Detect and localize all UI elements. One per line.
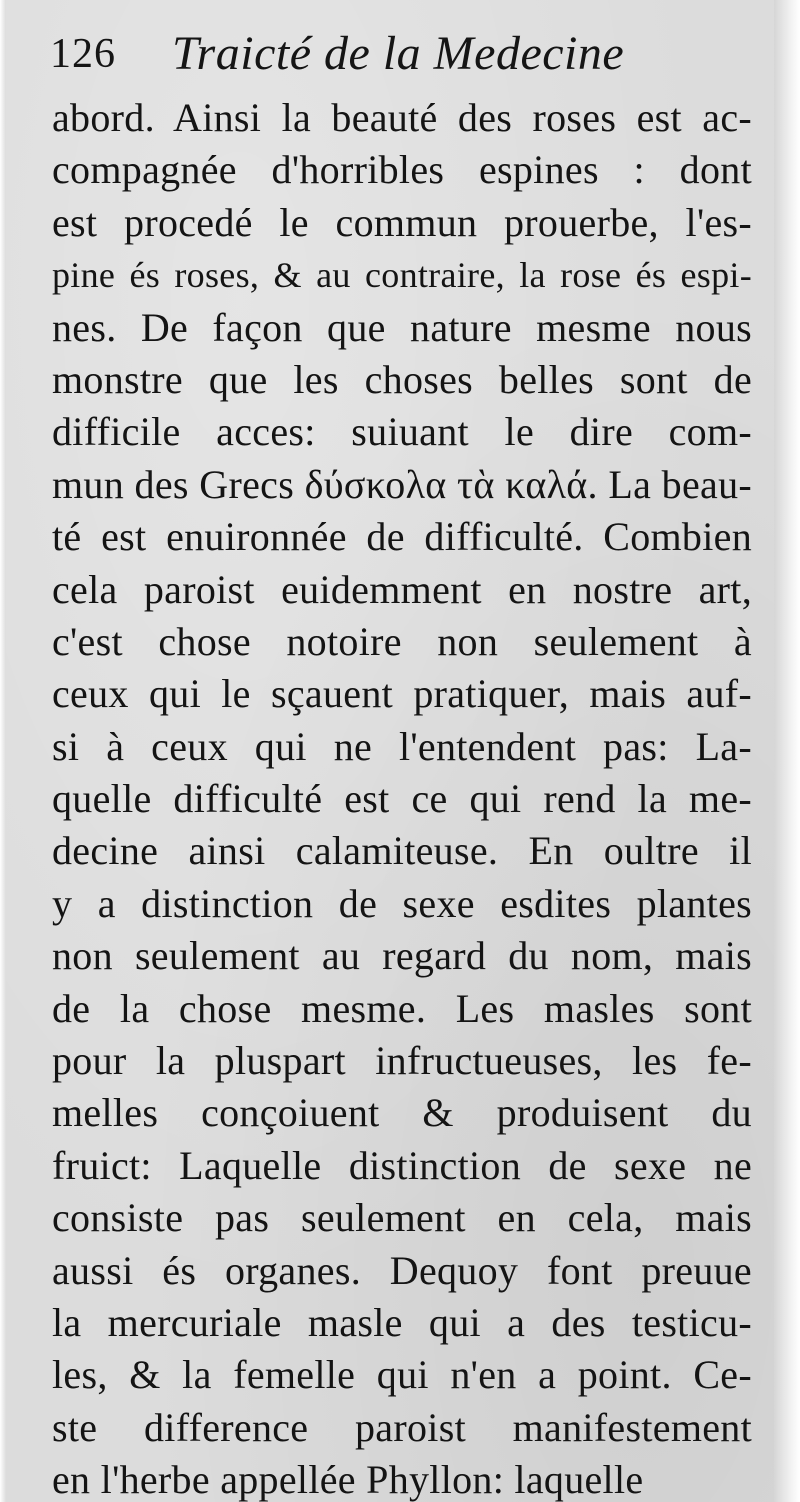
page-number: 126: [50, 31, 116, 77]
page-left-edge: [0, 0, 6, 1502]
text-line: en l'herbe appellée Phyllon: laquelle: [52, 1457, 644, 1502]
text-line: pour la pluspart infructueuses, les fe-: [52, 1038, 752, 1084]
text-line: quelle difficulté est ce qui rend la me-: [52, 776, 752, 822]
text-line: mun des Grecs δύσκολα τὰ καλά. La beau-: [52, 461, 752, 507]
body-text: [52, 92, 752, 1502]
text-line: la mercuriale masle qui a des testicu-: [52, 1299, 752, 1345]
page-header: [50, 22, 750, 90]
running-head: Traicté de la Medecine: [172, 27, 625, 80]
text-line: les, & la femelle qui n'en a point. Ce-: [52, 1352, 752, 1398]
text-line: difficile acces: suiuant le dire com-: [52, 409, 752, 455]
text-line: compagnée d'horribles espines : dont: [52, 147, 752, 193]
text-line: ste difference paroist manifestement: [52, 1404, 752, 1450]
text-line: té est enuironnée de difficulté. Combien: [52, 514, 752, 560]
text-line: nes. De façon que nature mesme nous: [52, 304, 752, 350]
text-line: monstre que les choses belles sont de: [52, 356, 752, 402]
text-line: fruict: Laquelle distinction de sexe ne: [52, 1142, 752, 1188]
text-line: pine és roses, & au contraire, la rose és espi-: [52, 255, 752, 296]
text-line: melles conçoiuent & produisent du: [52, 1090, 752, 1136]
text-line: c'est chose notoire non seulement à: [52, 618, 752, 664]
text-line: y a distinction de sexe esdites plantes: [52, 880, 752, 926]
text-line: non seulement au regard du nom, mais: [52, 933, 752, 979]
text-line: de la chose mesme. Les masles sont: [52, 985, 752, 1031]
text-line: cela paroist euidemment en nostre art,: [52, 566, 752, 612]
text-line: ceux qui le sçauent pratiquer, mais auf-: [52, 671, 752, 717]
text-line: abord. Ainsi la beauté des roses est ac-: [52, 95, 752, 140]
text-line: si à ceux qui ne l'entendent pas: La-: [52, 723, 752, 769]
text-line: est procedé le commun prouerbe, l'es-: [52, 199, 752, 245]
text-line: aussi és organes. Dequoy font preuue: [52, 1247, 752, 1293]
text-line: consiste pas seulement en cela, mais: [52, 1195, 752, 1241]
page-right-edge: [774, 0, 800, 1502]
text-line: decine ainsi calamiteuse. En oultre il: [52, 828, 752, 874]
